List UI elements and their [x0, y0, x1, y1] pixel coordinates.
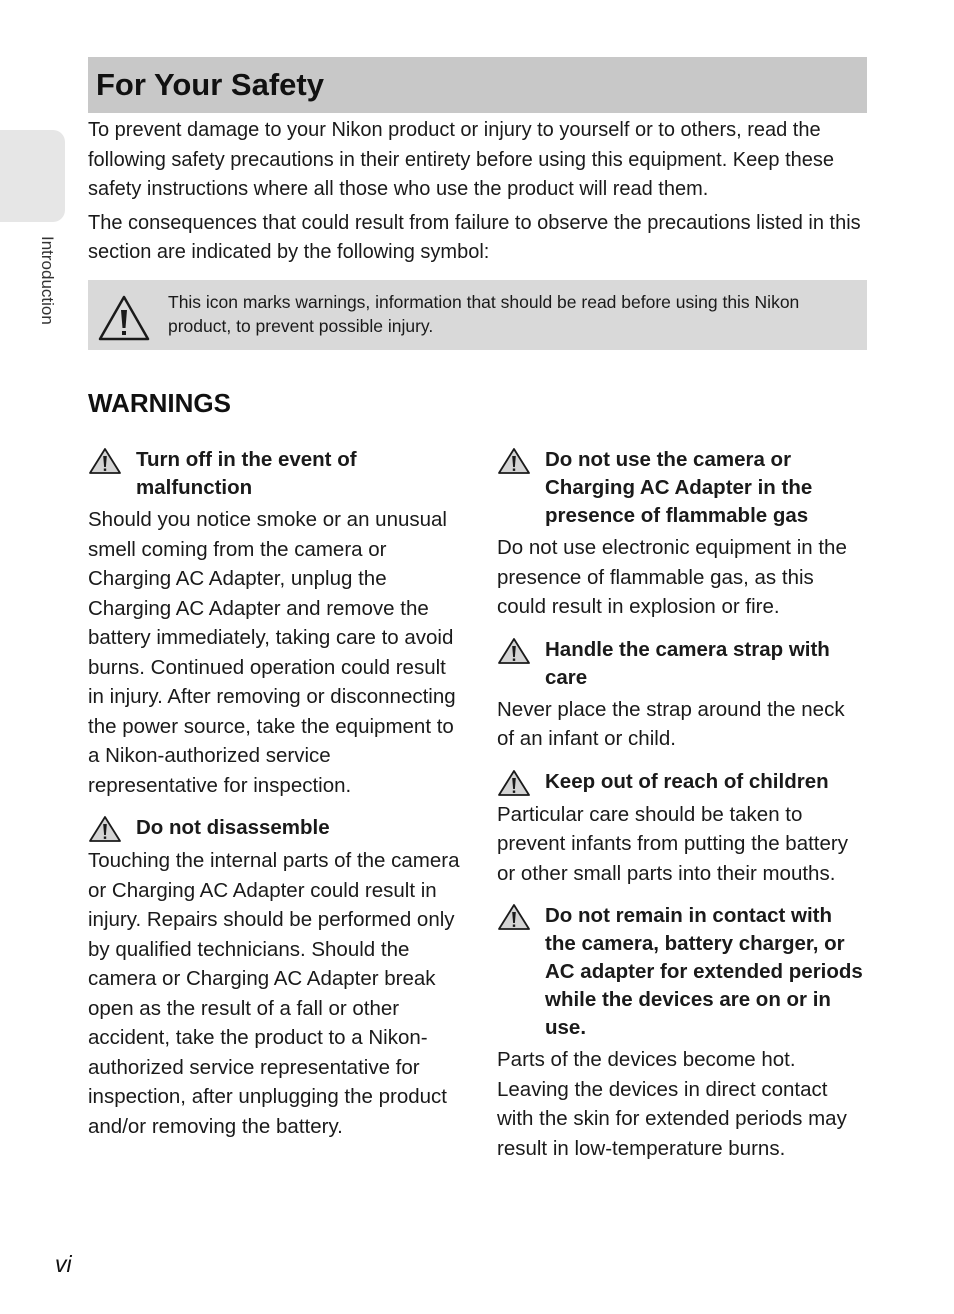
- warning-triangle-icon: [97, 294, 151, 342]
- warning-triangle-icon: [88, 447, 122, 475]
- page-number: vi: [55, 1251, 72, 1277]
- warning-symbol-notice: [88, 280, 867, 350]
- page-title: For Your Safety: [96, 67, 324, 102]
- warning-item: [88, 814, 460, 1141]
- warnings-heading: WARNINGS: [88, 388, 231, 418]
- warning-triangle-icon: [88, 815, 122, 843]
- section-tab: [0, 130, 65, 222]
- warning-triangle-icon: [497, 769, 531, 797]
- warning-triangle-icon: [497, 447, 531, 475]
- warning-item: [497, 768, 867, 889]
- title-bar: [88, 57, 867, 113]
- warning-item: [497, 636, 867, 754]
- warning-triangle-icon: [497, 637, 531, 665]
- warning-body: Never place the strap around the neck of an infant or child.: [497, 697, 845, 750]
- warning-item: [497, 446, 867, 622]
- warning-heading: Do not disassemble: [136, 816, 330, 839]
- warnings-column-left: [88, 446, 460, 1155]
- intro-text: [88, 116, 878, 272]
- warning-body: Should you notice smoke or an unusual smell coming from the camera or Charging AC Adapter, unplug the Charging AC Adapter and remove the battery immediately, taking care to avoid burns. Continued operation could result in injury. After removing or disconnecting the power source, take the equipment to a Nikon-authorized service representative for inspection.: [88, 508, 456, 797]
- warning-body: Particular care should be taken to prevent infants from putting the battery or other small parts into their mouths.: [497, 802, 848, 885]
- warning-heading: Keep out of reach of children: [545, 769, 829, 793]
- warning-item: [497, 902, 867, 1163]
- warning-body: Parts of the devices become hot. Leaving the devices in direct contact with the skin for extended periods may result in low-temperature burns.: [497, 1048, 847, 1160]
- warnings-column-right: [497, 446, 867, 1177]
- intro-paragraph-1: To prevent damage to your Nikon product or injury to yourself or to others, read the following safety precautions in their entirety before using this equipment. Keep these safety instructions where all those who use the product will read them.: [88, 119, 834, 200]
- warning-body: Touching the internal parts of the camera or Charging AC Adapter could result in injury. Repairs should be performed only by qualified technicians. Should the camera or Charging AC Adapter break open as the result of a fall or other accident, take the product to a Nikon-authorized service representative for inspection, after unplugging the product and/or removing the battery.: [88, 849, 460, 1138]
- warning-heading: Do not use the camera or Charging AC Adapter in the presence of flammable gas: [545, 448, 813, 527]
- warning-heading: Turn off in the event of malfunction: [136, 448, 357, 499]
- warning-triangle-icon: [497, 903, 531, 931]
- notice-text: This icon marks warnings, information that should be read before using this Nikon product, to prevent possible injury.: [168, 292, 800, 336]
- section-label: Introduction: [38, 236, 57, 325]
- intro-paragraph-2: The consequences that could result from failure to observe the precautions listed in this section are indicated by the following symbol:: [88, 211, 861, 263]
- warning-body: Do not use electronic equipment in the presence of flammable gas, as this could result in explosion or fire.: [497, 536, 847, 618]
- warning-item: [88, 446, 460, 800]
- warning-heading: Do not remain in contact with the camera, battery charger, or AC adapter for extended periods while the devices are on or in use.: [545, 904, 863, 1039]
- warning-heading: Handle the camera strap with care: [545, 637, 830, 689]
